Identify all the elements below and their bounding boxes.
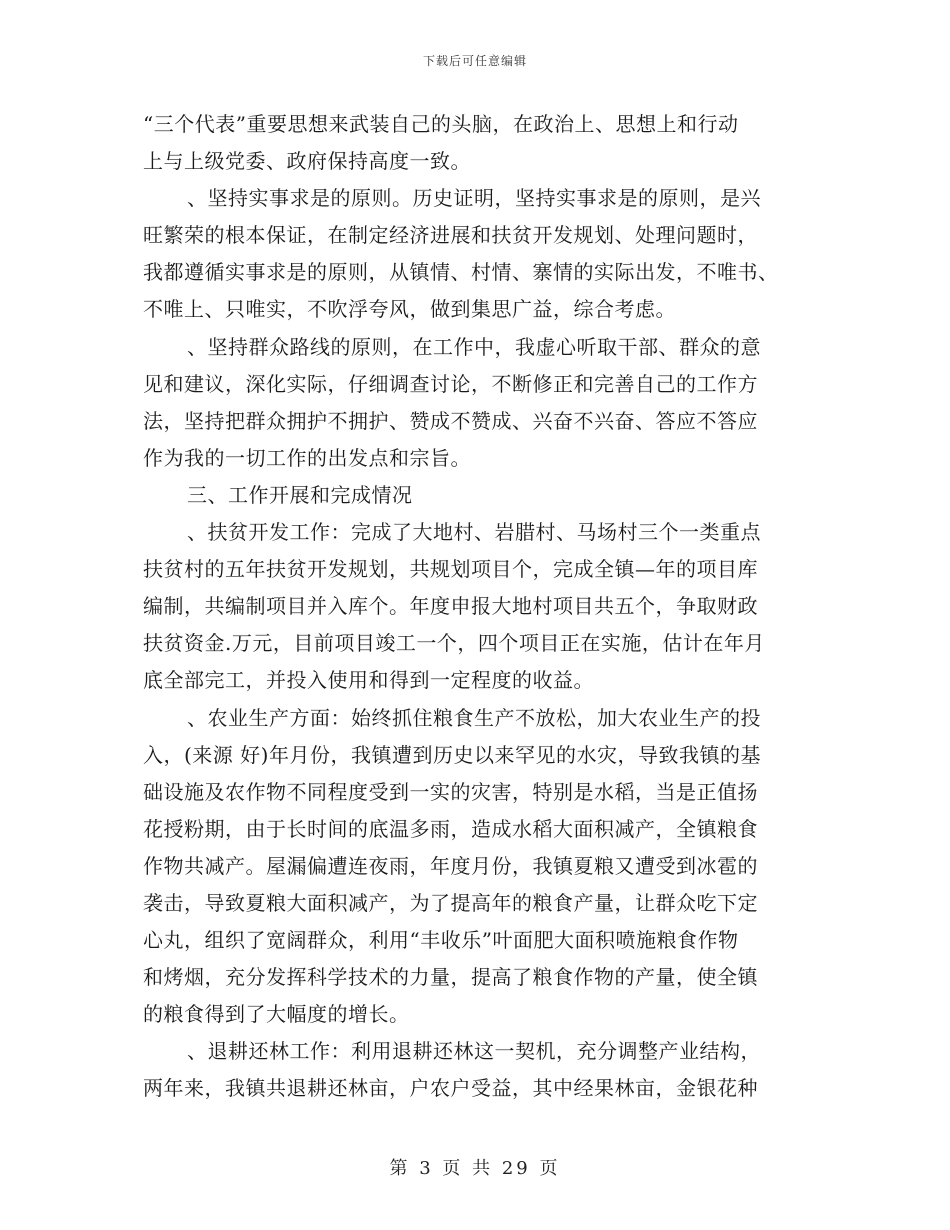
text-line: 作为我的一切工作的出发点和宗旨。 [143,445,471,470]
text-line: 扶贫村的五年扶贫开发规划，共规划项目个，完成全镇—年的项目库 [143,557,758,582]
text-line: 不唯上、只唯实，不吹浮夸风，做到集思广益，综合考虑。 [143,297,676,322]
text-line: 旺繁荣的根本保证，在制定经济进展和扶贫开发规划、处理问题时， [143,223,758,248]
text-line: 上与上级党委、政府保持高度一致。 [143,149,471,174]
text-line: 入，(来源 好)年月份，我镇遭到历史以来罕见的水灾，导致我镇的基 [143,742,761,767]
text-line: 扶贫资金.万元，目前项目竣工一个，四个项目正在实施，估计在年月 [143,631,765,656]
text-line: 三、工作开展和完成情况 [187,482,413,507]
text-line: 、坚持群众路线的原则，在工作中，我虚心听取干部、群众的意 [187,334,761,359]
document-body [143,106,813,1108]
text-line: 和烤烟，充分发挥科学技术的力量，提高了粮食作物的产量，使全镇 [143,965,758,990]
text-line: 袭击，导致夏粮大面积减产，为了提高年的粮食产量，让群众吃下定 [143,890,758,915]
text-line: 础设施及农作物不同程度受到一实的灾害，特别是水稻，当是正值扬 [143,779,758,804]
text-line: 底全部完工，并投入使用和得到一定程度的收益。 [143,668,594,693]
text-line: 的粮食得到了大幅度的增长。 [143,1002,410,1027]
text-line: 我都遵循实事求是的原则，从镇情、村情、寨情的实际出发，不唯书、 [143,260,779,285]
text-line: 、退耕还林工作：利用退耕还林这一契机，充分调整产业结构， [187,1039,761,1064]
text-line: “三个代表”重要思想来武装自己的头脑，在政治上、思想上和行动 [143,112,739,136]
text-line: 、扶贫开发工作：完成了大地村、岩腊村、马场村三个一类重点 [187,520,761,545]
text-line: 作物共减产。屋漏偏遭连夜雨，年度月份，我镇夏粮又遭受到冰雹的 [143,853,758,878]
text-line: 心丸，组织了宽阔群众，利用“丰收乐”叶面肥大面积喷施粮食作物 [143,928,739,953]
text-line: 两年来，我镇共退耕还林亩，户农户受益，其中经果林亩，金银花种 [143,1076,758,1101]
text-line: 、坚持实事求是的原则。历史证明，坚持实事求是的原则，是兴 [187,186,761,211]
text-line: 花授粉期，由于长时间的底温多雨，造成水稻大面积减产，全镇粮食 [143,816,758,841]
text-line: 、农业生产方面：始终抓住粮食生产不放松，加大农业生产的投 [187,705,761,730]
page-number-footer: 第 3 页 共 29 页 [389,1158,561,1179]
text-line: 见和建议，深化实际，仔细调查讨论，不断修正和完善自己的工作方 [143,371,758,396]
text-line: 法，坚持把群众拥护不拥护、赞成不赞成、兴奋不兴奋、答应不答应 [143,408,758,433]
page-header: 下载后可任意编辑 [422,54,527,68]
text-line: 编制，共编制项目并入库个。年度申报大地村项目共五个，争取财政 [143,594,758,619]
